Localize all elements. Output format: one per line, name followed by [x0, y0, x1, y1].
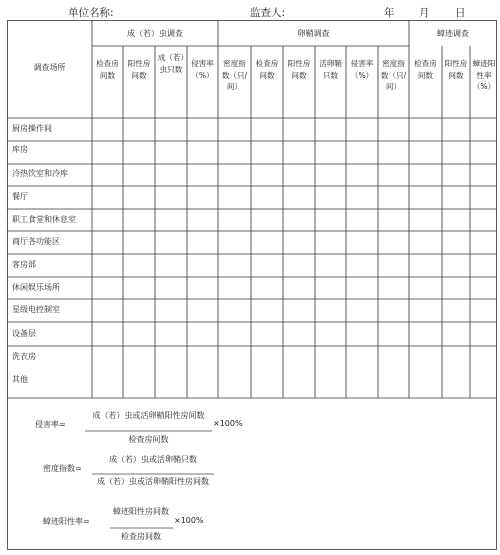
adult-checked-rooms-header: 检查房间数 [96, 59, 119, 80]
trace-rate-denominator: 检查房间数 [121, 532, 161, 541]
day-label: 日 [455, 7, 466, 19]
unit-name-label: 单位名称: [68, 7, 114, 19]
row-label: 休闲娱乐场所 [12, 283, 60, 292]
egg-density-header: 密度指数（只/间） [380, 59, 407, 91]
adult-group-header: 成（若）虫调查 [127, 29, 183, 38]
adult-positive-rooms-header: 阳性房间数 [127, 59, 151, 80]
inspector-label: 监查人: [250, 7, 286, 19]
egg-positive-rooms-header: 阳性房间数 [287, 59, 311, 80]
row-label: 商厅各功能区 [12, 237, 60, 246]
egg-live-count-header: 活卵鞘只数 [319, 59, 342, 80]
row-label: 洗衣房 [12, 352, 36, 361]
trace-group-header: 蟑迹调查 [437, 29, 469, 38]
egg-checked-rooms-header: 检查房间数 [255, 59, 279, 80]
adult-count-header: 成（若）虫只数 [157, 53, 185, 74]
density-index-denominator: 成（若）虫或活卵鞘阳性房间数 [97, 477, 209, 486]
egg-group-header: 卵鞘调查 [297, 29, 330, 38]
density-index-numerator: 成（若）虫或活卵鞘只数 [109, 455, 197, 464]
trace-positive-rate-header: 蟑迹阳性率（%） [472, 59, 496, 91]
infestation-rate-numerator: 成（若）虫或活卵鞘阳性房间数 [92, 411, 205, 420]
adult-density-header: 密度指数（只/间） [221, 59, 248, 91]
form-header [0, 5, 500, 21]
row-label: 职工食堂和休息室 [12, 215, 76, 224]
trace-positive-rooms-header: 阳性房间数 [444, 59, 468, 80]
row-label: 设备层 [12, 329, 36, 338]
row-label: 星级电控制室 [12, 305, 60, 314]
row-label: 厨房操作间 [12, 124, 52, 133]
egg-infestation-rate-header: 侵害率（%） [350, 59, 374, 80]
year-label: 年 [384, 7, 395, 19]
infestation-rate-formula-label: 侵害率= [35, 420, 66, 429]
trace-rate-numerator: 蟑迹阳性房间数 [113, 507, 169, 516]
row-label: 库房 [12, 145, 28, 154]
infestation-rate-multiplier: ×100% [213, 419, 243, 428]
density-index-formula-label: 密度指数= [43, 464, 82, 473]
trace-rate-formula-label: 蟑迹阳性率= [43, 517, 90, 526]
infestation-rate-denominator: 检查房间数 [128, 435, 169, 444]
row-label: 客房部 [12, 260, 36, 269]
trace-checked-rooms-header: 检查房间数 [414, 59, 437, 80]
survey-form [7, 20, 497, 550]
site-header: 调查场所 [33, 63, 66, 72]
row-label: 餐厅 [12, 192, 28, 201]
adult-infestation-rate-header: 侵害率（%） [191, 59, 214, 80]
row-label: 冷热饮室和冷库 [12, 169, 68, 178]
row-label: 其他 [12, 375, 28, 384]
month-label: 月 [419, 7, 430, 19]
trace-rate-multiplier: ×100% [174, 516, 204, 525]
